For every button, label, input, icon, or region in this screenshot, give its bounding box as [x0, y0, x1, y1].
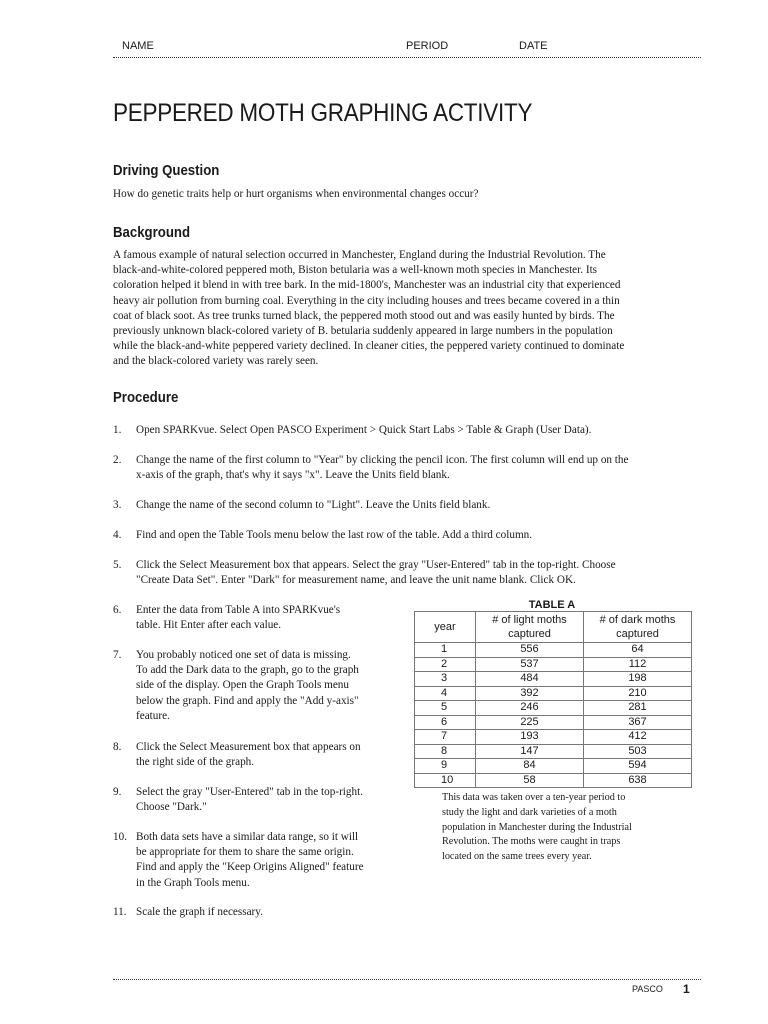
- step-line: Scale the graph if necessary.: [136, 906, 263, 918]
- year-cell: 2: [415, 657, 476, 672]
- step-number: 2.: [113, 454, 122, 466]
- background-paragraph: [113, 248, 693, 370]
- dark-moths-cell: 638: [584, 773, 692, 788]
- background-line: coloration helped it blend in with tree bark. In the mid-1800's, Manchester was an industrial city that experienced: [113, 279, 621, 292]
- table-header-year: year: [415, 612, 476, 643]
- dark-moths-cell: 281: [584, 701, 692, 716]
- table-header-light: # of light moths captured: [476, 612, 584, 643]
- step-line: Click the Select Measurement box that appears. Select the gray "User-Entered" tab in the top-right. Choose: [136, 559, 616, 571]
- step-line: "Create Data Set". Enter "Dark" for measurement name, and leave the unit name blank. Click OK.: [136, 574, 576, 587]
- step-text: [136, 830, 364, 891]
- light-moths-cell: 537: [476, 657, 584, 672]
- footer-brand: PASCO: [632, 984, 663, 994]
- step-line: Change the name of the second column to "Light". Leave the Units field blank.: [136, 499, 491, 511]
- step-line: below the graph. Find and apply the "Add y-axis": [136, 694, 359, 707]
- step-text: [136, 785, 363, 815]
- background-line: A famous example of natural selection occurred in Manchester, England during the Industrial Revolution. The: [113, 249, 606, 261]
- step-number: 1.: [113, 424, 122, 436]
- table-row: [415, 759, 692, 774]
- background-line: and the black-colored variety was rarely seen.: [113, 355, 319, 368]
- step-line: Choose "Dark.": [136, 801, 207, 814]
- step-line: You probably noticed one set of data is missing.: [136, 649, 351, 661]
- table-row: [415, 773, 692, 788]
- step-line: Both data sets have a similar data range, so it will: [136, 831, 359, 843]
- step-line: To add the Dark data to the graph, go to the graph: [136, 664, 359, 677]
- background-line: coat of black soot. As tree trunks turned black, the peppered moth stood out and was easily hunted by birds. The: [113, 309, 615, 322]
- table-row: [415, 730, 692, 745]
- light-moths-cell: 556: [476, 643, 584, 658]
- step-number: 10.: [113, 831, 127, 843]
- step-line: table. Hit Enter after each value.: [136, 619, 282, 632]
- table-row: [415, 672, 692, 687]
- step-text: [136, 740, 361, 770]
- step-line: side of the display. Open the Graph Tools menu: [136, 679, 349, 692]
- driving-question-heading: Driving Question: [113, 162, 220, 179]
- year-cell: 5: [415, 701, 476, 716]
- caption-line: located on the same trees every year.: [442, 851, 592, 863]
- step-text: [136, 648, 359, 724]
- step-text: [136, 528, 532, 543]
- procedure-heading: Procedure: [113, 389, 179, 406]
- step-number: 4.: [113, 529, 122, 541]
- step-text: [136, 423, 591, 438]
- name-label: NAME: [122, 40, 154, 52]
- dark-moths-cell: 112: [584, 657, 692, 672]
- table-a: [414, 611, 692, 788]
- header-divider: [113, 57, 701, 58]
- year-cell: 9: [415, 759, 476, 774]
- table-row: [415, 643, 692, 658]
- year-cell: 1: [415, 643, 476, 658]
- caption-line: study the light and dark varieties of a moth: [442, 806, 617, 818]
- table-row: [415, 657, 692, 672]
- background-line: previously unknown black-colored variety of B. betularia suddenly appeared in large numbers in the population: [113, 325, 613, 338]
- step-text: [136, 603, 340, 633]
- light-moths-cell: 193: [476, 730, 584, 745]
- table-row: [415, 715, 692, 730]
- step-line: Click the Select Measurement box that appears on: [136, 741, 361, 753]
- step-line: Change the name of the first column to "Year" by clicking the pencil icon. The first column will end up on the: [136, 454, 629, 466]
- step-line: Find and open the Table Tools menu below the last row of the table. Add a third column.: [136, 529, 533, 541]
- period-label: PERIOD: [406, 40, 449, 52]
- background-heading: Background: [113, 224, 191, 241]
- year-cell: 4: [415, 686, 476, 701]
- footer-divider: [113, 979, 701, 980]
- page-title: PEPPERED MOTH GRAPHING ACTIVITY: [113, 99, 533, 127]
- step-number: 11.: [113, 906, 127, 918]
- dark-moths-cell: 210: [584, 686, 692, 701]
- background-line: black-and-white-colored peppered moth, Biston betularia was a well-known moth species in Manchester. Its: [113, 264, 598, 277]
- light-moths-cell: 392: [476, 686, 584, 701]
- step-number: 6.: [113, 604, 122, 616]
- step-number: 5.: [113, 559, 122, 571]
- light-moths-cell: 58: [476, 773, 584, 788]
- dark-moths-cell: 412: [584, 730, 692, 745]
- step-text: [136, 498, 490, 513]
- year-cell: 8: [415, 744, 476, 759]
- caption-line: This data was taken over a ten-year period to: [442, 792, 626, 803]
- step-text: [136, 453, 628, 483]
- table-header-dark: # of dark moths captured: [584, 612, 692, 643]
- step-line: Select the gray "User-Entered" tab in the top-right.: [136, 786, 363, 798]
- step-line: in the Graph Tools menu.: [136, 876, 250, 889]
- date-label: DATE: [519, 40, 548, 52]
- year-cell: 3: [415, 672, 476, 687]
- light-moths-cell: 147: [476, 744, 584, 759]
- step-line: feature.: [136, 709, 170, 722]
- step-number: 9.: [113, 786, 122, 798]
- dark-moths-cell: 367: [584, 715, 692, 730]
- step-text: [136, 558, 616, 588]
- step-number: 8.: [113, 741, 122, 753]
- step-line: the right side of the graph.: [136, 756, 255, 769]
- dark-moths-cell: 64: [584, 643, 692, 658]
- light-moths-cell: 225: [476, 715, 584, 730]
- step-line: Find and apply the "Keep Origins Aligned" feature: [136, 861, 364, 874]
- dark-moths-cell: 198: [584, 672, 692, 687]
- background-line: while the black-and-white peppered variety declined. In cleaner cities, the peppered variety continued to dominate: [113, 340, 625, 353]
- light-moths-cell: 246: [476, 701, 584, 716]
- caption-line: population in Manchester during the Industrial: [442, 821, 632, 833]
- step-number: 7.: [113, 649, 122, 661]
- page-number: 1: [683, 982, 690, 996]
- table-row: [415, 701, 692, 716]
- year-cell: 10: [415, 773, 476, 788]
- year-cell: 7: [415, 730, 476, 745]
- dark-moths-cell: 503: [584, 744, 692, 759]
- student-info-header: [122, 40, 722, 54]
- step-line: Open SPARKvue. Select Open PASCO Experiment > Quick Start Labs > Table & Graph (User Data).: [136, 424, 592, 436]
- table-row: [415, 744, 692, 759]
- table-row: [415, 686, 692, 701]
- step-text: [136, 905, 263, 920]
- step-line: x-axis of the graph, that's why it says "x". Leave the Units field blank.: [136, 469, 450, 482]
- table-a-caption: [442, 791, 682, 865]
- year-cell: 6: [415, 715, 476, 730]
- table-a-title: TABLE A: [528, 599, 576, 611]
- light-moths-cell: 84: [476, 759, 584, 774]
- caption-line: Revolution. The moths were caught in traps: [442, 836, 621, 848]
- background-line: heavy air pollution from burning coal. Everything in the city including houses and trees became covered in a thin: [113, 294, 620, 307]
- light-moths-cell: 484: [476, 672, 584, 687]
- step-line: Enter the data from Table A into SPARKvue's: [136, 604, 341, 616]
- driving-question-text: How do genetic traits help or hurt organisms when environmental changes occur?: [113, 188, 479, 200]
- step-line: be appropriate for them to share the same origin.: [136, 846, 354, 859]
- dark-moths-cell: 594: [584, 759, 692, 774]
- step-number: 3.: [113, 499, 122, 511]
